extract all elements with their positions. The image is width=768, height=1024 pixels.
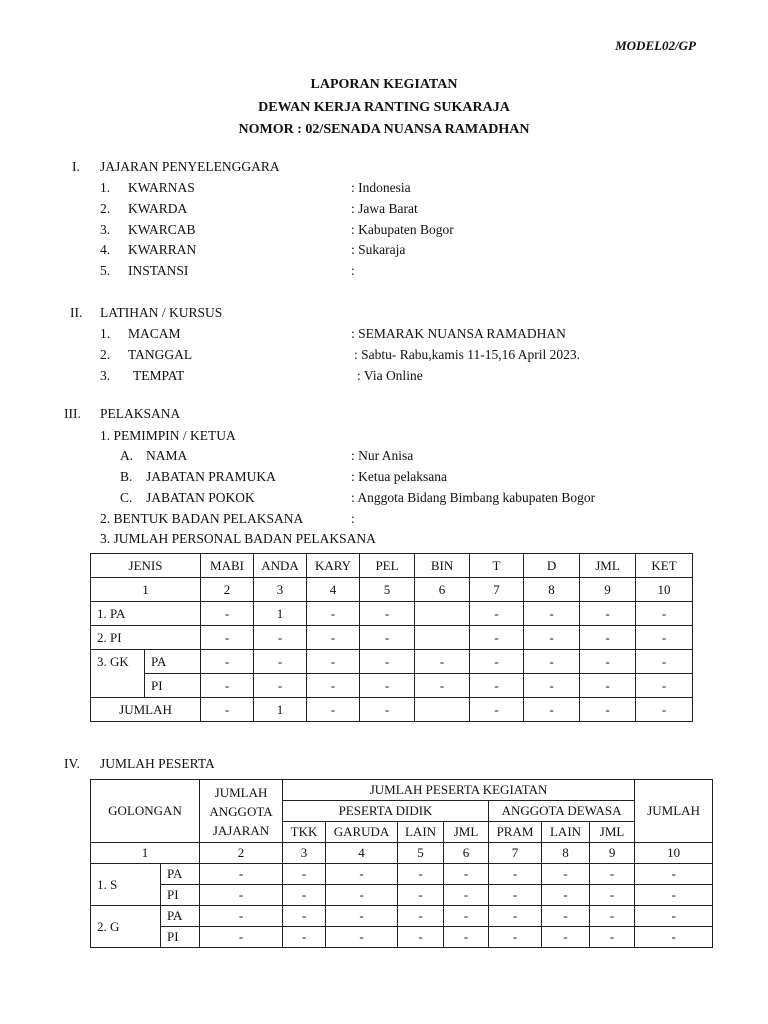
table-cell: -: [201, 602, 254, 626]
table-header: JENIS: [91, 554, 201, 578]
table-cell: -: [542, 906, 590, 927]
list-label: KWARCAB: [128, 222, 196, 237]
member-count-header: [200, 780, 283, 843]
section-2-number: II.: [70, 305, 83, 320]
section-4-title: JUMLAH PESERTA: [100, 756, 215, 771]
table-row: [91, 602, 693, 626]
table-cell: -: [201, 626, 254, 650]
table-cell: -: [200, 927, 283, 948]
table-cell: -: [415, 674, 470, 698]
table-cell: -: [542, 864, 590, 885]
table-cell: 5: [398, 843, 444, 864]
table-cell: -: [398, 864, 444, 885]
row-sublabel: PI: [161, 885, 200, 906]
table-cell: 5: [360, 578, 415, 602]
table-cell: -: [524, 698, 580, 722]
header-line: ANGGOTA: [209, 803, 273, 819]
table-cell: -: [470, 602, 524, 626]
section-3-title: PELAKSANA: [100, 406, 181, 421]
row-sublabel: PI: [161, 927, 200, 948]
table-cell: -: [360, 626, 415, 650]
personnel-heading: 3. JUMLAH PERSONAL BADAN PELAKSANA: [100, 531, 376, 546]
model-code: MODEL02/GP: [615, 38, 696, 53]
organization-title: DEWAN KERJA RANTING SUKARAJA: [258, 100, 510, 115]
table-cell: -: [254, 674, 307, 698]
table-cell: -: [360, 674, 415, 698]
list-letter: A.: [120, 448, 134, 463]
table-cell: -: [307, 674, 360, 698]
row-sublabel: PA: [161, 864, 200, 885]
table-cell: -: [580, 602, 636, 626]
table-cell: -: [636, 626, 693, 650]
table-cell: -: [590, 927, 635, 948]
list-label: KWARDA: [128, 201, 188, 216]
list-value: : Indonesia: [351, 180, 411, 195]
total-header: JUMLAH: [635, 780, 713, 843]
table-cell: -: [636, 698, 693, 722]
row-label: 2. PI: [91, 626, 201, 650]
list-label: JABATAN PRAMUKA: [146, 469, 276, 484]
table-cell: -: [254, 650, 307, 674]
table-cell: -: [524, 602, 580, 626]
table-cell: 2: [201, 578, 254, 602]
list-label: NAMA: [146, 448, 188, 463]
adults-header: ANGGOTA DEWASA: [489, 801, 635, 822]
table-header: GARUDA: [326, 822, 398, 843]
report-number: NOMOR : 02/SENADA NUANSA RAMADHAN: [238, 122, 530, 137]
list-number: 3.: [100, 222, 111, 237]
table-cell: -: [283, 906, 326, 927]
table-cell: 1: [91, 843, 200, 864]
table-header: TKK: [283, 822, 326, 843]
list-value: : Jawa Barat: [351, 201, 418, 216]
table-cell: -: [360, 602, 415, 626]
table-cell: -: [635, 906, 713, 927]
table-cell: -: [636, 674, 693, 698]
section-1-title: JAJARAN PENYELENGGARA: [100, 159, 280, 174]
table-header-row: [91, 554, 693, 578]
table-header: JML: [444, 822, 489, 843]
table-cell: 10: [636, 578, 693, 602]
table-cell: 6: [415, 578, 470, 602]
row-label: JUMLAH: [91, 698, 201, 722]
list-number: 2.: [100, 201, 111, 216]
list-label: KWARNAS: [128, 180, 195, 195]
list-value: : Via Online: [357, 368, 423, 383]
table-cell: -: [307, 650, 360, 674]
header-line: JUMLAH: [214, 784, 268, 800]
table-cell: -: [542, 927, 590, 948]
table-row: [91, 927, 713, 948]
list-label: INSTANSI: [128, 263, 189, 278]
table-cell: 7: [489, 843, 542, 864]
section-1-number: I.: [72, 159, 80, 174]
table-cell: 9: [580, 578, 636, 602]
list-value: : Kabupaten Bogor: [351, 222, 454, 237]
table-header: LAIN: [398, 822, 444, 843]
table-header: LAIN: [542, 822, 590, 843]
table-cell: -: [283, 927, 326, 948]
table-cell: -: [326, 864, 398, 885]
table-cell: -: [489, 906, 542, 927]
list-value: :: [351, 263, 355, 278]
table-cell: -: [201, 674, 254, 698]
table-cell: -: [200, 885, 283, 906]
table-row: [91, 864, 713, 885]
row-label: 3. GK: [91, 650, 145, 698]
table-cell: [415, 626, 470, 650]
table-cell: -: [489, 864, 542, 885]
header-line: JAJARAN: [212, 822, 270, 838]
list-number: 2.: [100, 347, 111, 362]
row-label: 2. G: [91, 906, 161, 948]
table-cell: -: [398, 906, 444, 927]
table-cell: -: [307, 602, 360, 626]
table-cell: -: [542, 885, 590, 906]
table-number-row: [91, 843, 713, 864]
row-sublabel: PA: [161, 906, 200, 927]
list-value: : Anggota Bidang Bimbang kabupaten Bogor: [351, 490, 596, 505]
table-cell: -: [201, 698, 254, 722]
list-letter: C.: [120, 490, 133, 505]
list-value: : SEMARAK NUANSA RAMADHAN: [351, 326, 566, 341]
list-number: 5.: [100, 263, 111, 278]
list-number: 1.: [100, 326, 111, 341]
table-header: JML: [580, 554, 636, 578]
list-label: JABATAN POKOK: [146, 490, 255, 505]
table-cell: -: [524, 650, 580, 674]
table-cell: 1: [91, 578, 201, 602]
table-header: KET: [636, 554, 693, 578]
table-cell: -: [200, 864, 283, 885]
table-cell: -: [307, 626, 360, 650]
table-cell: -: [444, 885, 489, 906]
list-number: 1.: [100, 180, 111, 195]
table-cell: -: [201, 650, 254, 674]
table-cell: -: [636, 650, 693, 674]
table-cell: -: [470, 626, 524, 650]
table-cell: -: [444, 864, 489, 885]
participant-count-header: JUMLAH PESERTA KEGIATAN: [283, 780, 635, 801]
table-cell: 7: [470, 578, 524, 602]
table-header: BIN: [415, 554, 470, 578]
list-label: TEMPAT: [133, 368, 185, 383]
section-4-number: IV.: [64, 756, 80, 771]
table-cell: -: [580, 674, 636, 698]
table-cell: -: [524, 674, 580, 698]
table-cell: -: [635, 885, 713, 906]
table-header: T: [470, 554, 524, 578]
table-cell: -: [580, 626, 636, 650]
list-number: 3.: [100, 368, 111, 383]
table-row: [91, 906, 713, 927]
table-cell: -: [590, 906, 635, 927]
table-cell: [415, 698, 470, 722]
table-cell: 4: [326, 843, 398, 864]
table-cell: 2: [200, 843, 283, 864]
table-cell: 3: [254, 578, 307, 602]
table-header: PEL: [360, 554, 415, 578]
table-cell: 9: [590, 843, 635, 864]
table-row: [91, 650, 693, 674]
table-cell: 1: [254, 602, 307, 626]
list-number: 4.: [100, 242, 111, 257]
table-row: [91, 674, 693, 698]
list-value: : Sabtu- Rabu,kamis 11-15,16 April 2023.: [354, 347, 580, 362]
table-cell: -: [360, 698, 415, 722]
table-cell: -: [444, 927, 489, 948]
table-cell: -: [326, 927, 398, 948]
table-row: [91, 626, 693, 650]
table-cell: 6: [444, 843, 489, 864]
table-cell: -: [254, 626, 307, 650]
table-cell: -: [590, 885, 635, 906]
table-cell: -: [470, 698, 524, 722]
leader-heading: 1. PEMIMPIN / KETUA: [100, 428, 236, 443]
students-header: PESERTA DIDIK: [283, 801, 489, 822]
table-cell: 4: [307, 578, 360, 602]
list-letter: B.: [120, 469, 133, 484]
implementing-body-heading: 2. BENTUK BADAN PELAKSANA: [100, 511, 304, 526]
table-header: D: [524, 554, 580, 578]
table-cell: 8: [542, 843, 590, 864]
table-header: PRAM: [489, 822, 542, 843]
row-label: 1. S: [91, 864, 161, 906]
report-title: LAPORAN KEGIATAN: [310, 77, 458, 92]
table-cell: -: [580, 698, 636, 722]
list-value: : Ketua pelaksana: [351, 469, 447, 484]
list-value: : Nur Anisa: [351, 448, 414, 463]
table-cell: [415, 602, 470, 626]
table-cell: -: [307, 698, 360, 722]
table-cell: -: [590, 864, 635, 885]
list-label: KWARRAN: [128, 242, 197, 257]
table-header: JML: [590, 822, 635, 843]
personnel-table: [90, 553, 693, 722]
row-sublabel: PI: [145, 674, 201, 698]
list-label: MACAM: [128, 326, 181, 341]
table-header: KARY: [307, 554, 360, 578]
table-cell: -: [326, 906, 398, 927]
table-cell: -: [283, 864, 326, 885]
participant-table: [90, 779, 713, 948]
table-cell: 8: [524, 578, 580, 602]
section-2-title: LATIHAN / KURSUS: [100, 305, 223, 320]
table-cell: -: [415, 650, 470, 674]
section-3-number: III.: [64, 406, 81, 421]
table-header-row: [91, 780, 713, 801]
table-cell: -: [398, 885, 444, 906]
table-header: MABI: [201, 554, 254, 578]
table-cell: -: [635, 864, 713, 885]
table-number-row: [91, 578, 693, 602]
table-cell: -: [489, 927, 542, 948]
table-cell: -: [489, 885, 542, 906]
table-cell: 10: [635, 843, 713, 864]
table-cell: 3: [283, 843, 326, 864]
list-value: : Sukaraja: [351, 242, 406, 257]
table-cell: -: [360, 650, 415, 674]
table-header: ANDA: [254, 554, 307, 578]
golongan-header: GOLONGAN: [91, 780, 200, 843]
list-label: TANGGAL: [128, 347, 193, 362]
table-cell: -: [470, 674, 524, 698]
table-row: [91, 885, 713, 906]
table-cell: -: [444, 906, 489, 927]
row-label: 1. PA: [91, 602, 201, 626]
row-sublabel: PA: [145, 650, 201, 674]
table-cell: -: [635, 927, 713, 948]
table-cell: -: [200, 906, 283, 927]
table-cell: -: [636, 602, 693, 626]
table-cell: -: [283, 885, 326, 906]
table-cell: -: [524, 626, 580, 650]
table-cell: 1: [254, 698, 307, 722]
table-cell: -: [398, 927, 444, 948]
table-cell: -: [326, 885, 398, 906]
table-total-row: [91, 698, 693, 722]
table-cell: -: [580, 650, 636, 674]
implementing-body-value: :: [351, 511, 355, 526]
table-cell: -: [470, 650, 524, 674]
